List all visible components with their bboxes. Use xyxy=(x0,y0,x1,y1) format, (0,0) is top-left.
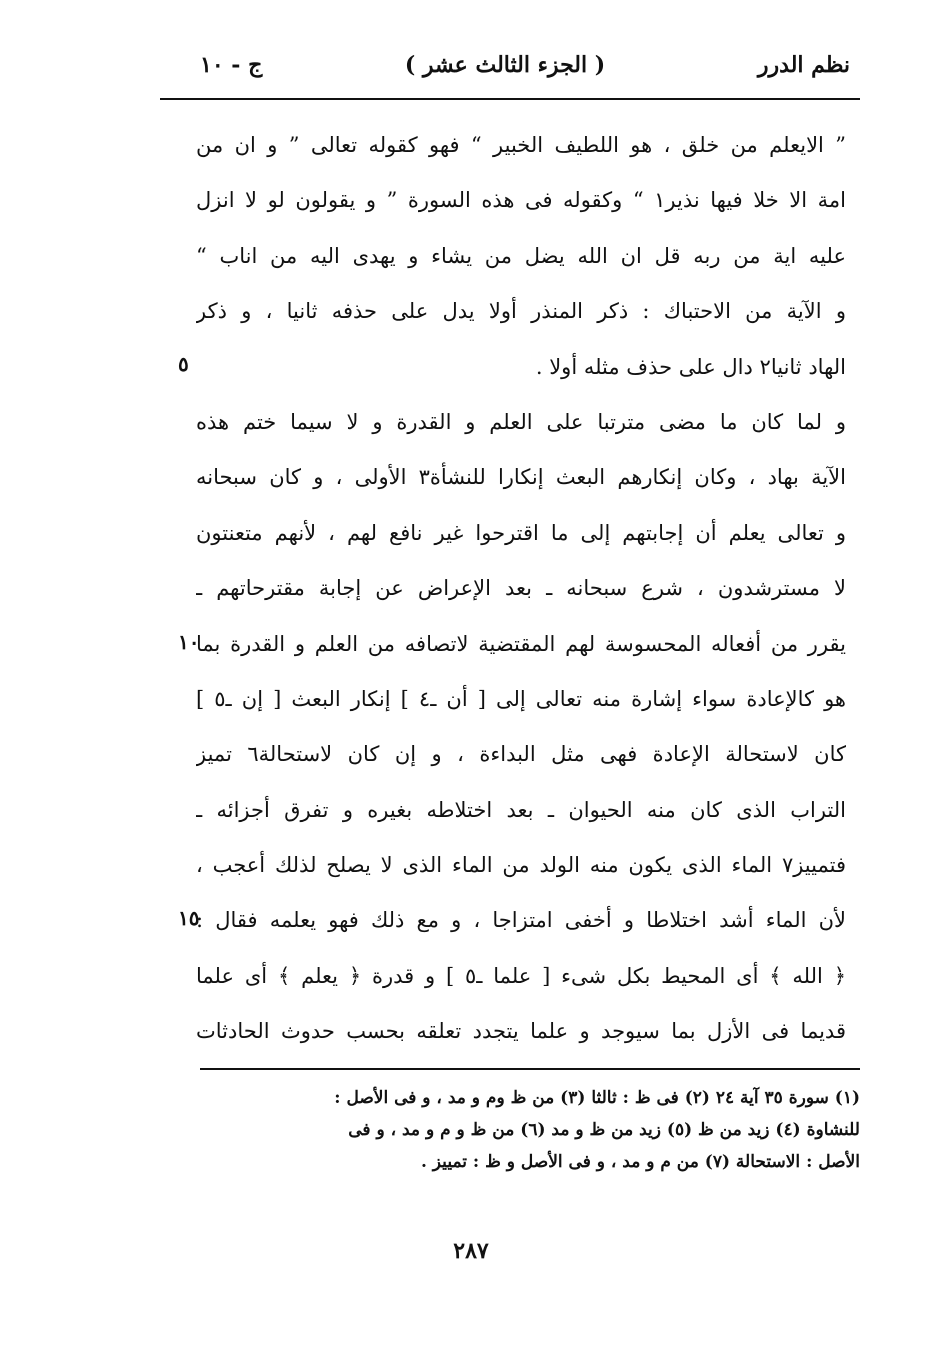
text-line: قديما فى الأزل بما سيوجد و علما يتجدد تعلقه بحسب حدوث الحادثات xyxy=(196,1019,846,1044)
text-line: الهاد ثانيا٢ دال على حذف مثله أولا . xyxy=(535,354,846,379)
text-line: الآية بهاد ، وكان إنكارهم البعث إنكارا للنشأة٣ الأولى ، و كان سبحانه xyxy=(196,465,846,490)
footnote-line: (١) سورة ٣٥ آية ٢٤ (٢) فى ظ : ثالثا (٣) من ظ وم و مد ، و فى الأصل : xyxy=(334,1088,860,1108)
text-line: لا مسترشدون ، شرع سبحانه ـ بعد الإعراض عن إجابة مقترحاتهم ـ xyxy=(196,576,846,601)
footnote-line: للنشاوة (٤) زيد من ظ (٥) زيد من ظ و مد (٦) من ظ و م و مد ، و فى xyxy=(348,1120,860,1140)
text-line: يقرر من أفعاله المحسوسة لهم المقتضية لاتصافه من العلم و القدرة بما xyxy=(196,631,846,656)
text-line: و الآية من الاحتباك : ذكر المنذر أولا يدل على حذفه ثانيا ، و ذكر xyxy=(196,299,846,324)
text-line: التراب الذى كان منه الحيوان ـ بعد اختلاطه بغيره و تفرق أجزائه ـ xyxy=(196,797,846,822)
footnotes xyxy=(200,1082,860,1178)
text-line: عليه اية من ربه قل ان الله يضل من يشاء و يهدى اليه من اناب “ xyxy=(196,243,846,268)
text-line: ﴿ الله ﴾ أى المحيط بكل شىء [ علما ـ٥ ] و قدرة ﴿ يعلم ﴾ أى علما xyxy=(196,963,846,988)
line-number-15: ١٥ xyxy=(178,906,200,930)
text-line: كان لاستحالة الإعادة فهى مثل البداءة ، و إن كان لاستحالة٦ تميز xyxy=(196,742,846,767)
text-line: و تعالى يعلم أن إجابتهم إلى ما اقترحوا غير نافع لهم ، لأنهم متعنتون xyxy=(196,520,846,545)
text-line: امة الا خلا فيها نذير١ “ وكقوله فى هذه السورة ” و يقولون لو لا انزل xyxy=(196,188,846,213)
footnote-line: الأصل : الاستحالة (٧) من م و مد ، و فى الأصل و ظ : تمييز . xyxy=(420,1152,860,1172)
volume-label: ج - ١٠ xyxy=(200,52,263,78)
text-line: ” الايعلم من خلق ، هو اللطيف الخبير “ فهو كقوله تعالى ” و ان من xyxy=(196,133,846,157)
main-text xyxy=(196,118,846,1060)
line-number-10: ١٠ xyxy=(178,630,200,654)
line-number-5: ٥ xyxy=(178,352,189,376)
text-line: هو كالإعادة سواء إشارة منه تعالى إلى [ أن ـ٤ ] إنكار البعث [ إن ـ٥ ] xyxy=(196,686,846,711)
book-title: نظم الدرر xyxy=(757,52,850,78)
text-line: لأن الماء أشد اختلاطا و أخفى امتزاجا ، و مع ذلك فهو يعلمه فقال : xyxy=(196,908,846,933)
page-number: ٢٨٧ xyxy=(453,1238,489,1264)
header-rule xyxy=(160,98,860,100)
running-header xyxy=(160,52,850,92)
footnote-rule xyxy=(200,1068,860,1070)
text-line: و لما كان ما مضى مترتبا على العلم و القدرة و لا سيما ختم هذه xyxy=(196,409,846,434)
part-label: ( الجزء الثالث عشر ) xyxy=(404,52,606,78)
text-line: فتمييز٧ الماء الذى يكون منه الولد من الماء الذى لا يصلح لذلك أعجب ، xyxy=(196,853,846,878)
